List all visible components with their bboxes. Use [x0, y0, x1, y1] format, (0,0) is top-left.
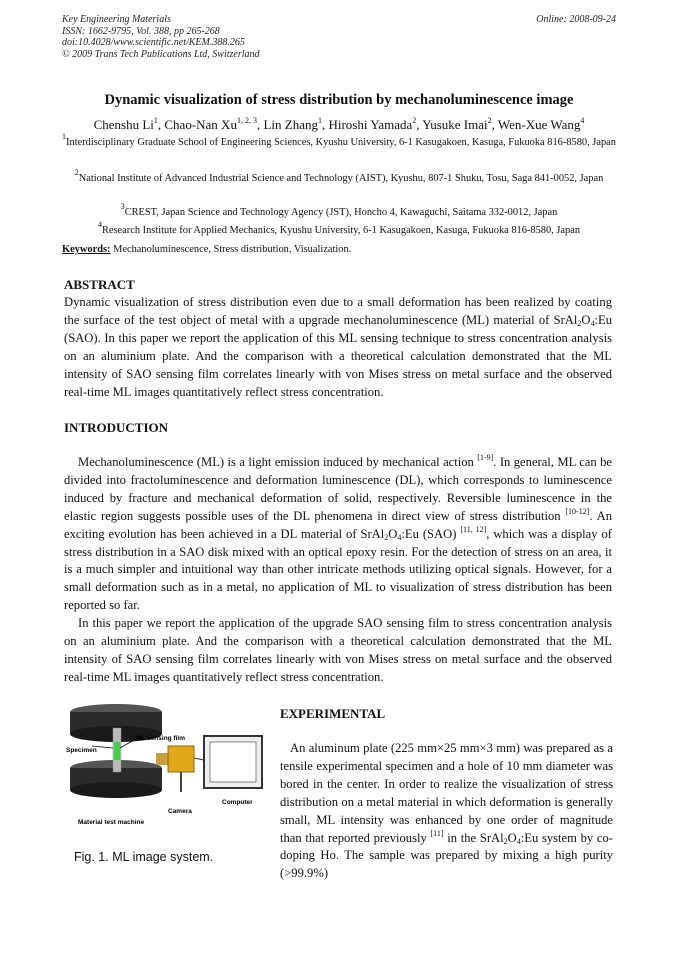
affiliation-4: [62, 222, 616, 240]
journal-name: Key Engineering Materials: [62, 14, 171, 25]
affiliation-2: [62, 170, 616, 188]
affil-num: 1: [62, 132, 67, 141]
author-affil-sup: 2: [412, 116, 417, 125]
label-camera: Camera: [168, 808, 192, 815]
author-affil-sup: 1: [153, 116, 158, 125]
affil-num: 3: [120, 202, 125, 211]
author-name: Chenshu Li: [93, 117, 154, 132]
affiliation-1: [62, 134, 616, 152]
figure-ml-image-system: [64, 700, 266, 830]
citation: [11, 12]: [460, 524, 487, 534]
abstract-body: Dynamic visualization of stress distribution even due to a small deformation has been realized by coating the surface of the test object of metal with a upgrade mechanoluminescence (ML) material of $SrAl_2O_4:Eu$ (SAO). In this paper we report the application of this ML sensing technique to stress concentration analysis on an aluminium plate. And the comparison with a theoretical calculation demonstrated that the ML intensity of SAO sensing film correlates linearly with von Mises stress on metal surface and the observed real-time ML images quantitatively reflect stress concentration.: [64, 295, 612, 399]
author-affil-sup: 2: [487, 116, 492, 125]
keywords-text: Mechanoluminescence, Stress distribution, Visualization.: [113, 244, 352, 255]
camera-body: [168, 746, 194, 772]
figure-caption: Fig. 1. ML image system.: [74, 850, 214, 864]
affil-text: Interdisciplinary Graduate School of Engineering Sciences, Kyushu University, 6-1 Kasugakoen, Kasuga, Fukuoka 816-8580, Japan: [66, 137, 616, 148]
citation: [11]: [430, 828, 444, 838]
camera-lens: [156, 753, 168, 765]
label-specimen: Specimen: [66, 747, 97, 754]
author-name: Lin Zhang: [263, 117, 318, 132]
author-name: Wen-Xue Wang: [497, 117, 581, 132]
label-ml-film: ML sensing film: [136, 735, 185, 742]
intro-paragraph-2: In this paper we report the application of the upgrade SAO sensing film to stress concentration analysis on an aluminium plate. And the comparison with a theoretical calculation demonstrated that the ML intensity of SAO sensing film correlates linearly with von Mises stress on metal surface and the observed real-time ML images quantitatively reflect stress concentration.: [64, 616, 612, 684]
citation: [10-12]: [565, 506, 590, 516]
label-material-test-machine: Material test machine: [78, 819, 145, 826]
affil-num: 2: [74, 168, 79, 177]
author-affil-sup: 1: [317, 116, 322, 125]
ml-system-diagram: [64, 700, 266, 830]
author-list: Chenshu Li$^1$, Chao-Nan Xu$^{1, 2, 3}$, Lin Zhang$^1$, Hiroshi Yamada$^2$, Yusuke Imai$^2$, Wen-Xue Wang$^4$: [93, 116, 585, 132]
introduction-body: [64, 454, 612, 687]
affil-text: National Institute of Advanced Industrial Science and Technology (AIST), Kyushu, 807-1 Shuku, Tosu, Saga 841-0052, Japan: [78, 173, 604, 184]
doi-line: doi:10.4028/www.scientific.net/KEM.388.265: [62, 37, 245, 48]
experimental-body: [280, 740, 613, 883]
introduction-heading: INTRODUCTION: [64, 420, 169, 435]
author-affil-sup: 1, 2, 3: [236, 116, 257, 125]
author-name: Chao-Nan Xu: [164, 117, 237, 132]
keywords: Keywords: Mechanoluminescence, Stress distribution, Visualization.: [62, 244, 352, 255]
intro-paragraph-1: Mechanoluminescence (ML) is a light emission induced by mechanical action [1-9]. In general, ML can be divided into fractoluminescence and deformation luminescence (DL), which corresponds to luminescence induced by fracture and mechanical deformation of solid, respectively. Reversible luminescence in the elastic region suggests possible uses of the DL phenomena in direct view of stress distribution [10-12]. An exciting evolution has been achieved in a DL material of $SrAl_2O_4:Eu$ (SAO) [11, 12], which was a display of stress distribution in a SAO disk mixed with an optical epoxy resin. For the detection of stress on an area, it is a much simpler and intuitional way than other intricate methods utilizing optical signals. However, for a small deformation such as in a metal, no application of ML to visualization of stress distribution has been reported so far.: [64, 453, 612, 613]
experimental-heading: EXPERIMENTAL: [280, 706, 386, 721]
affiliation-3: [62, 204, 616, 222]
issn-line: ISSN: 1662-9795, Vol. 388, pp 265-268: [62, 25, 220, 37]
paper-title: Dynamic visualization of stress distribution by mechanoluminescence image: [104, 92, 574, 108]
running-header: [62, 14, 616, 60]
online-date: Online: 2008-09-24: [536, 14, 616, 25]
affil-num: 4: [97, 220, 102, 229]
author-name: Yusuke Imai: [422, 117, 488, 132]
author-affil-sup: 4: [580, 116, 585, 125]
author-name: Hiroshi Yamada: [328, 117, 413, 132]
abstract-heading: ABSTRACT: [64, 277, 135, 292]
copyright-line: © 2009 Trans Tech Publications Ltd, Switzerland: [62, 48, 260, 60]
affil-text: CREST, Japan Science and Technology Agency (JST), Honcho 4, Kawaguchi, Saitama 332-0012, Japan: [124, 207, 558, 218]
citation: [1-9]: [477, 453, 494, 462]
keywords-label: Keywords: [62, 244, 108, 255]
affil-text: Research Institute for Applied Mechanics, Kyushu University, 6-1 Kasugakoen, Kasuga, Fukuoka 816-8580, Japan: [101, 225, 581, 236]
label-computer: Computer: [222, 799, 253, 806]
ml-glow: [114, 742, 120, 760]
experimental-paragraph: An aluminum plate (225 mm×25 mm×3 mm) was prepared as a tensile experimental specimen and a hole of 10 mm diameter was bored in the center. In order to realize the visualization of stress distribution on a metal material in which deformation is generally small, ML intensity was enhanced by one order of magnitude than that reported previously [11] in the $SrAl_2O_4:Eu$ system by co-doping Ho. The sample was prepared by mixing a high purity (>99.9%): [280, 741, 614, 881]
